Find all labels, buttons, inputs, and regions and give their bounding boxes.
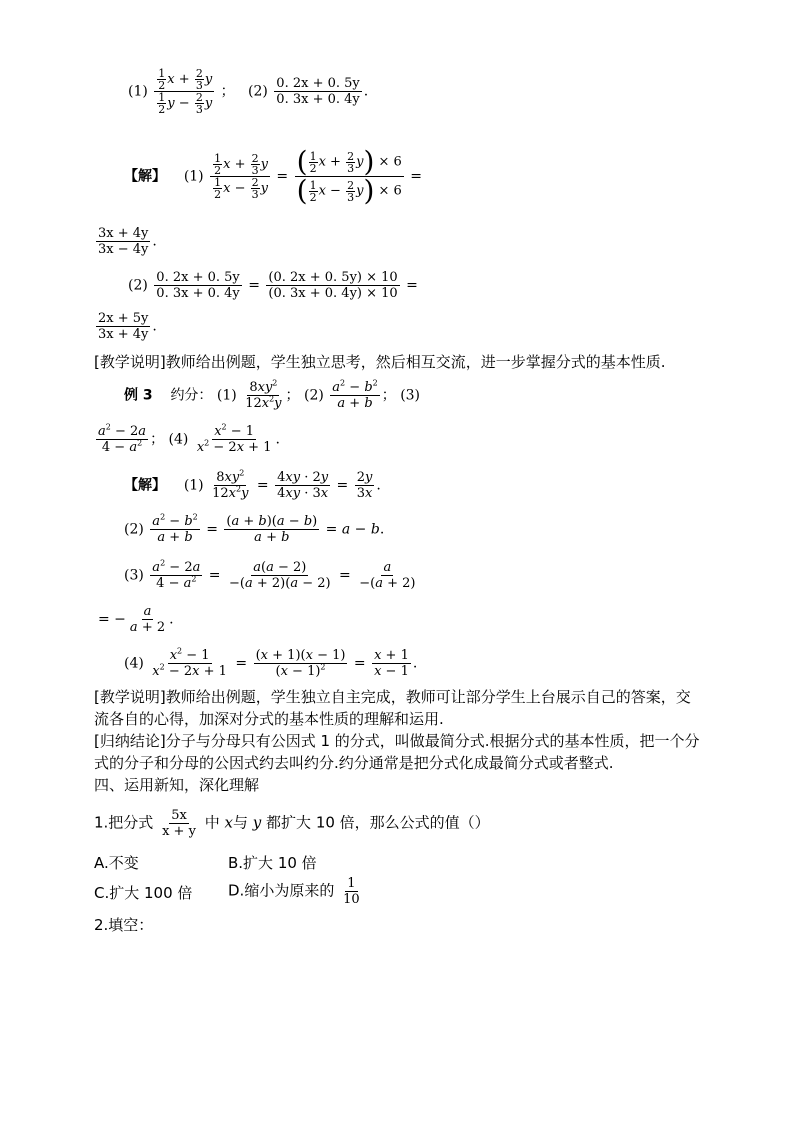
result-2: $\frac{2x + 5y}{3x + 4y}$ . — [98, 311, 157, 342]
teaching-note-1: [教学说明]教师给出例题，学生独立思考，然后相互交流，进一步掌握分式的基本性质. — [94, 353, 666, 371]
example3-solution-2: (2) $\frac{a^2 - b^2}{a + b}$ = $\frac{(a + b)(a - b)}{a + b}$ = a − b. — [124, 512, 385, 545]
result-1: $\frac{3x + 4y}{3x - 4y}$ . — [98, 226, 157, 257]
fraction-2: $\frac{0. 2x + 0. 5y}{0. 3x + 0. 4y}$ — [276, 76, 360, 107]
example3-statement: 例 3 约分： (1) $\frac{8xy^2}{12x^2y}$ ； (2) $\frac{a^2 - b^2}{a + b}$ ； (3) — [124, 378, 421, 411]
part-label: (1) — [128, 83, 148, 100]
option-a[interactable]: A.不变 — [94, 854, 139, 872]
solution-label: 【解】 — [124, 168, 166, 185]
part-label: (2) — [248, 83, 268, 100]
example3-solution-3: (3) $\frac{a^2 - 2a}{4 - a^2}$ = $\frac{a(a - 2)}{-(a + 2)(a - 2)}$ = $\frac{a}{-(a + 2)}$ — [124, 558, 416, 591]
example3-solution-1: 【解】 (1) $\frac{8xy^2}{12x^2y}$ = $\frac{4xy \cdot 2y}{4xy \cdot 3x}$ = $\frac{2y}{3x}$ . — [124, 468, 381, 501]
option-b[interactable]: B.扩大 10 倍 — [228, 854, 317, 872]
question-2: 2.填空： — [94, 916, 154, 934]
example-label: 例 3 — [124, 387, 153, 404]
fraction-rhs: ( $\frac{1}{2}$ x + $\frac{2}{3}$ y) × 6 ( $\frac{1}{2}$ x − $\frac{2}{3}$ y) × 6 — [296, 145, 402, 207]
example3-solution-3-cont: = − $\frac{a}{a + 2}$ . — [98, 604, 174, 635]
example3-solution-4: (4) $\frac{x^2 - 1}{x^2 - 2x + 1}$ = $\frac{(x + 1)(x - 1)}{(x - 1)^2}$ = $\frac{x + 1}{x - 1}$ . — [124, 646, 418, 679]
fraction-lhs: $\frac{1}{2}$ x + $\frac{2}{3}$ y $\frac{1}{2}$ x − $\frac{2}{3}$ y — [210, 153, 270, 200]
example3-statement-cont: $\frac{a^2 - 2a}{4 - a^2}$ ； (4) $\frac{x^2 - 1}{x^2 - 2x + 1}$ . — [98, 422, 280, 455]
fraction-1: $\frac{1}{2}$ x + $\frac{2}{3}$ y $\frac{1}{2}$ y − $\frac{2}{3}$ y — [154, 68, 214, 115]
option-d[interactable]: D.缩小为原来的 $\frac{1}{10}$ — [228, 876, 360, 907]
section-heading: 四、运用新知，深化理解 — [94, 776, 260, 794]
option-c[interactable]: C.扩大 100 倍 — [94, 884, 193, 902]
teaching-note-2-cont: 流各自的心得，加深对分式的基本性质的理解和运用. — [94, 710, 444, 728]
solution-2: (2) $\frac{0. 2x + 0. 5y}{0. 3x + 0. 4y}$ = $\frac{(0. 2x + 0. 5y) \times 10}{(0. 3x + 0. 4y) \times 10}$ = — [128, 270, 418, 301]
question-1: 1.把分式 $\frac{5x}{x + y}$ 中 x与 y 都扩大 10 倍，那么公式的值（） — [94, 808, 490, 839]
teaching-note-2: [教学说明]教师给出例题，学生独立自主完成，教师可让部分学生上台展示自己的答案，交 — [94, 688, 691, 706]
solution-1: 【解】 (1) $\frac{1}{2}$ x + $\frac{2}{3}$ y $\frac{1}{2}$ x − $\frac{2}{3}$ y = ( $\frac{1}{2}$ x + $\frac{2}{3}$ y) × 6 ( $\frac{1}{2}$ x − $\frac{2}{3}$ y) × 6 = — [124, 145, 422, 207]
conclusion-cont: 式的分子和分母的公因式约去叫约分.约分通常是把分式化成最简分式或者整式. — [94, 754, 614, 772]
problem2-statement: (1) $\frac{1}{2}$ x + $\frac{2}{3}$ y $\frac{1}{2}$ y − $\frac{2}{3}$ y ； (2) $\frac{0. 2x + 0. 5y}{0. 3x + 0. 4y}$ . — [128, 67, 369, 116]
conclusion: [归纳结论]分子与分母只有公因式 1 的分式，叫做最简分式.根据分式的基本性质，把一个分 — [94, 732, 700, 750]
